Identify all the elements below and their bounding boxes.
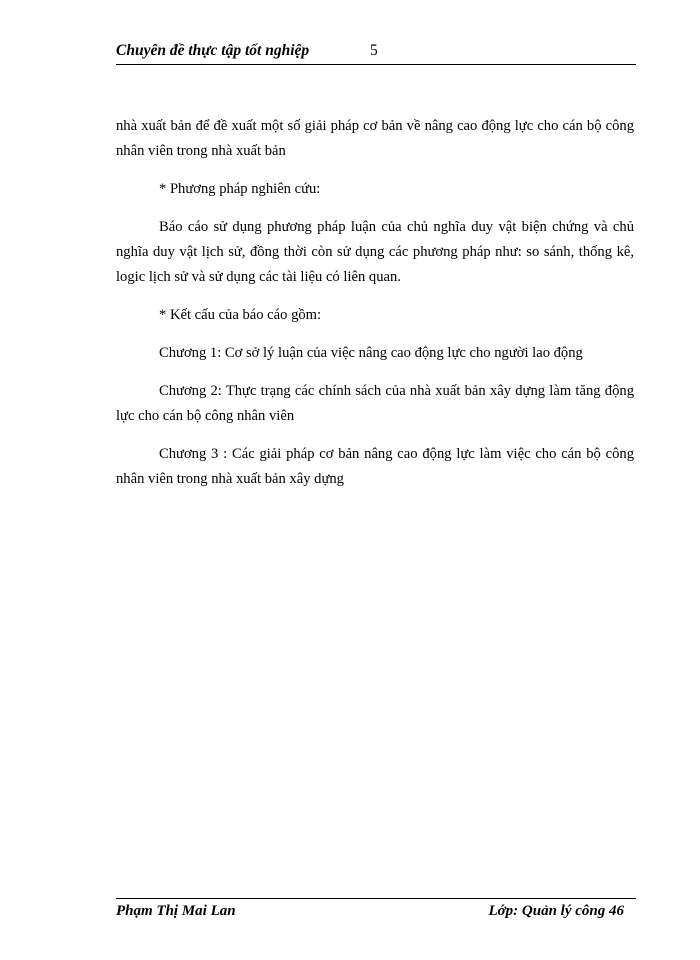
author-name: Phạm Thị Mai Lan [116, 903, 236, 919]
paragraph-research-method: Báo cáo sử dụng phương pháp luận của chủ nghĩa duy vật biện chứng và chủ nghĩa duy vật lịch sử, đồng thời còn sử dụng các phương pháp như: so sánh, thống kê, logic lịch sử và sử dụng các tài liệu có liên quan. [116, 219, 634, 285]
chapter-3-item: Chương 3 : Các giải pháp cơ bản nâng cao động lực làm việc cho cán bộ công nhân viên trong nhà xuất bản xây dựng [116, 446, 634, 487]
heading-research-method: * Phương pháp nghiên cứu: [159, 181, 321, 197]
heading-report-structure: * Kết cấu của báo cáo gồm: [159, 307, 322, 323]
document-title: Chuyên đề thực tập tốt nghiệp [116, 42, 310, 59]
chapter-2-item: Chương 2: Thực trạng các chính sách của nhà xuất bản xây dựng làm tăng động lực cho cán bộ công nhân viên [116, 383, 634, 424]
class-label: Lớp: Quản lý công 46 [488, 903, 624, 919]
page-footer [116, 898, 636, 923]
paragraph-intro-continuation: nhà xuất bản để đề xuất một số giải pháp cơ bản về nâng cao động lực cho cán bộ công nhân viên trong nhà xuất bản [116, 118, 634, 159]
page-body [116, 114, 634, 505]
page-header [116, 40, 636, 65]
page-number: 5 [370, 42, 378, 59]
chapter-1-item: Chương 1: Cơ sở lý luận của việc nâng cao động lực cho người lao động [159, 345, 583, 361]
